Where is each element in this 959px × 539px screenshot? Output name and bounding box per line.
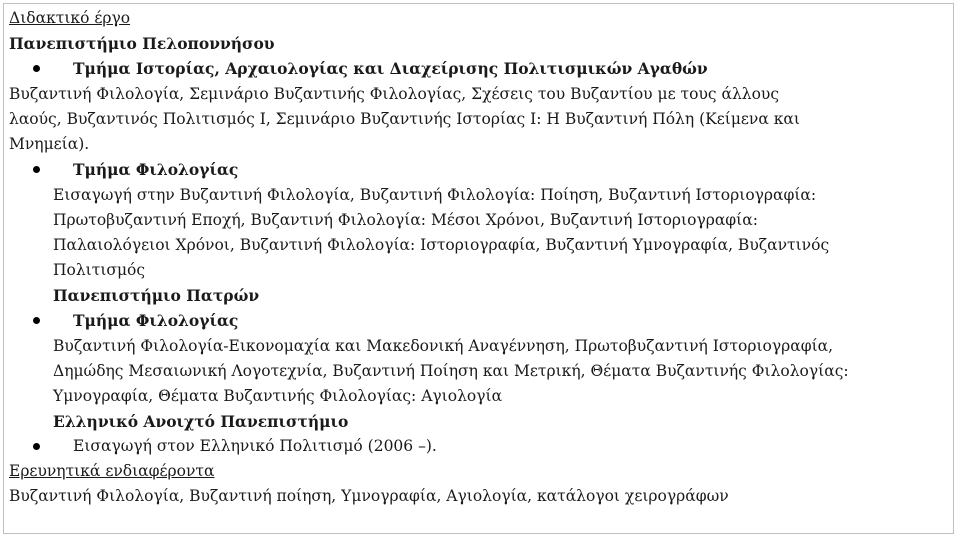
bullet-item-philology-2 — [9, 308, 949, 334]
department-philology: Τμήμα Φιλολογίας — [73, 311, 239, 330]
course-line: Βυζαντινή Φιλολογία, Σεμινάριο Βυζαντινής Φιλολογίας, Σχέσεις του Βυζαντίου με τους άλλους — [9, 85, 780, 103]
bullet-item-philology-1 — [9, 157, 949, 183]
course-line: Βυζαντινή Φιλολογία-Εικονομαχία και Μακεδονική Αναγέννηση, Πρωτοβυζαντινή Ιστοριογραφία, — [53, 337, 834, 355]
open-course-text: Εισαγωγή στον Ελληνικό Πολιτισμό (2006 –). — [73, 437, 437, 455]
course-line: Παλαιολόγειοι Χρόνοι, Βυζαντινή Φιλολογία: Ιστοριογραφία, Βυζαντινή Υμνογραφία, Βυζαντινός — [53, 236, 830, 254]
course-line: Εισαγωγή στην Βυζαντινή Φιλολογία, Βυζαντινή Φιλολογία: Ποίηση, Βυζαντινή Ιστοριογραφία: — [53, 186, 817, 204]
university-open: Ελληνικό Ανοιχτό Πανεπιστήμιο — [53, 412, 349, 431]
cv-content — [9, 6, 949, 509]
course-line: Πολιτισμός — [53, 261, 146, 279]
course-line: Μνημεία). — [9, 135, 90, 153]
department-philology: Τμήμα Φιλολογίας — [73, 160, 239, 179]
department-history: Τμήμα Ιστορίας, Αρχαιολογίας και Διαχείρισης Πολιτισμικών Αγαθών — [73, 59, 708, 78]
bullet-item-history — [9, 56, 949, 82]
course-line: Υμνογραφία, Θέματα Βυζαντινής Φιλολογίας: Αγιολογία — [53, 387, 503, 405]
university-peloponnese: Πανεπιστήμιο Πελοποννήσου — [9, 34, 275, 53]
section-heading-teaching: Διδακτικό έργο — [9, 9, 131, 27]
university-patras: Πανεπιστήμιο Πατρών — [53, 286, 260, 305]
course-line: Δημώδης Μεσαιωνική Λογοτεχνία, Βυζαντινή Ποίηση και Μετρική, Θέματα Βυζαντινής Φιλολογίας: — [53, 362, 849, 380]
course-line: λαούς, Βυζαντινός Πολιτισμός Ι, Σεμινάριο Βυζαντινής Ιστορίας Ι: Η Βυζαντινή Πόλη (Κείμενα και — [9, 110, 800, 128]
bullet-item-open-course — [9, 434, 949, 459]
course-line: Πρωτοβυζαντινή Εποχή, Βυζαντινή Φιλολογία: Μέσοι Χρόνοι, Βυζαντινή Ιστοριογραφία: — [53, 211, 758, 229]
research-interests: Βυζαντινή Φιλολογία, Βυζαντινή ποίηση, Υμνογραφία, Αγιολογία, κατάλογοι χειρογράφων — [9, 487, 729, 505]
section-heading-research: Ερευνητικά ενδιαφέροντα — [9, 462, 215, 480]
